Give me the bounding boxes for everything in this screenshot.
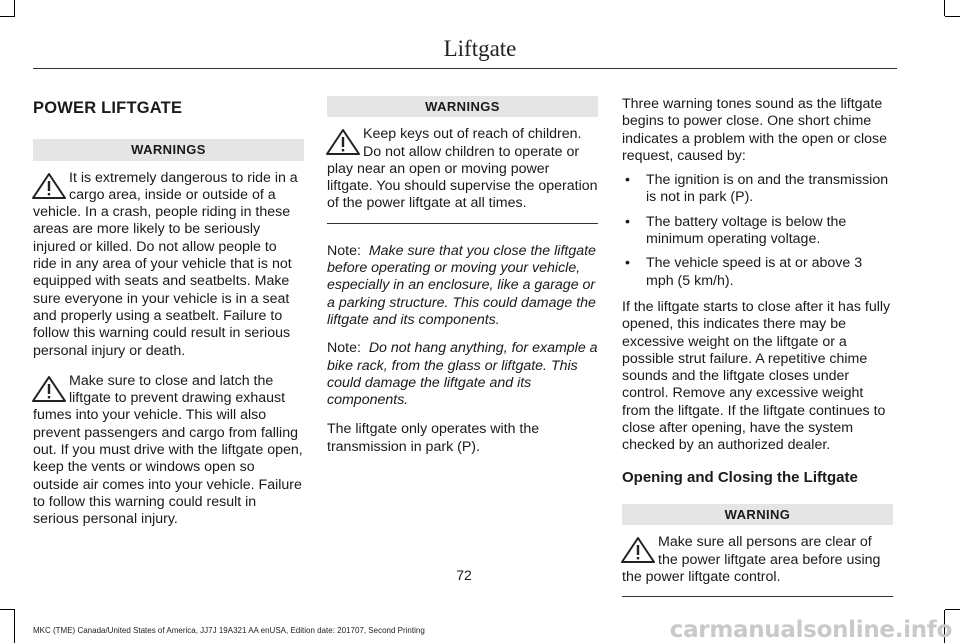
crop-mark [0,16,15,17]
crop-mark [14,610,15,643]
warning-paragraph [33,373,304,529]
header-divider [33,68,897,69]
warning-triangle-icon [31,172,67,200]
section-title: POWER LIFTGATE [33,99,183,117]
warning-text: Keep keys out of reach of children. Do not allow children to operate or play near an open or moving power liftgate. You should supervise the operation of the power liftgate at all times. [327,126,598,212]
page-number: 72 [456,567,472,583]
note-paragraph [327,243,598,329]
warning-triangle-icon [31,375,67,403]
warning-text: It is extremely dangerous to ride in a cargo area, inside or outside of a vehicle. In a crash, people riding in these areas are more likely to be seriously injured or killed. Do not allow people to ride in any area of your vehicle that is not equipped with seats and seatbelts. Make sure everyone in your vehicle is in a seat and properly using a seatbelt. Failure to follow this warning could result in serious personal injury or death. [33,169,298,359]
warning-text: Make sure all persons are clear of the power liftgate area before using the power liftgate control. [622,534,881,585]
crop-mark [945,16,960,17]
note-label: Note: [327,340,361,357]
crop-mark [14,0,15,16]
crop-mark [944,0,945,16]
condition-list [622,172,893,290]
body-paragraph: The liftgate only operates with the transmission in park (P). [327,421,540,455]
note-text: Do not hang anything, for example a bike rack, from the glass or liftgate. This could damage the liftgate and its components. [327,340,598,409]
edition-footer: MKC (TME) Canada/United States of America, JJ7J 19A321 AA enUSA, Edition date: 201707, Second Printing [33,626,425,635]
list-item: • The vehicle speed is at or above 3 mph (5 km/h). [622,255,893,290]
page-title: Liftgate [443,36,517,61]
watermark: carmanualsonline.info [669,617,952,643]
subsection-title: Opening and Closing the Liftgate [622,468,858,486]
body-paragraph: If the liftgate starts to close after it has fully opened, this indicates there may be excessive weight on the liftgate or a possible strut failure. A repetitive chime sounds and the liftgate closes under control. Remove any excessive weight from the liftgate. If the liftgate continues to close after opening, have the system checked by an authorized dealer. [622,298,891,454]
warning-box [622,534,893,597]
right-column [622,96,893,597]
list-item: • The ignition is on and the transmission is not in park (P). [622,172,893,207]
warnings-header: WARNINGS [33,139,304,160]
warnings-box [33,170,304,539]
middle-column [327,96,598,456]
warning-triangle-icon [325,128,361,156]
warning-paragraph [327,126,598,212]
left-column [33,96,304,539]
crop-mark [945,609,960,610]
warning-triangle-icon [620,536,656,564]
note-label: Note: [327,242,361,259]
body-paragraph: Three warning tones sound as the liftgate begins to power close. One short chime indicates a problem with the open or close request, caused by: [622,96,887,164]
warning-text: Make sure to close and latch the liftgate to prevent drawing exhaust fumes into your vehicle. This will also prevent passengers and cargo from falling out. If you must drive with the liftgate open, keep the vents or windows open so outside air comes into your vehicle. Failure to follow this warning could result in serious personal injury. [33,372,303,528]
warning-paragraph [33,170,304,360]
note-paragraph [327,340,598,409]
warning-header: WARNING [622,504,893,525]
crop-mark [0,609,15,610]
note-text: Make sure that you close the liftgate before operating or moving your vehicle, especially in an enclosure, like a garage or a parking structure. This could damage the liftgate and its components. [327,242,596,328]
warnings-header: WARNINGS [327,96,598,117]
list-item: • The battery voltage is below the minimum operating voltage. [622,214,893,249]
warnings-box [327,126,598,223]
